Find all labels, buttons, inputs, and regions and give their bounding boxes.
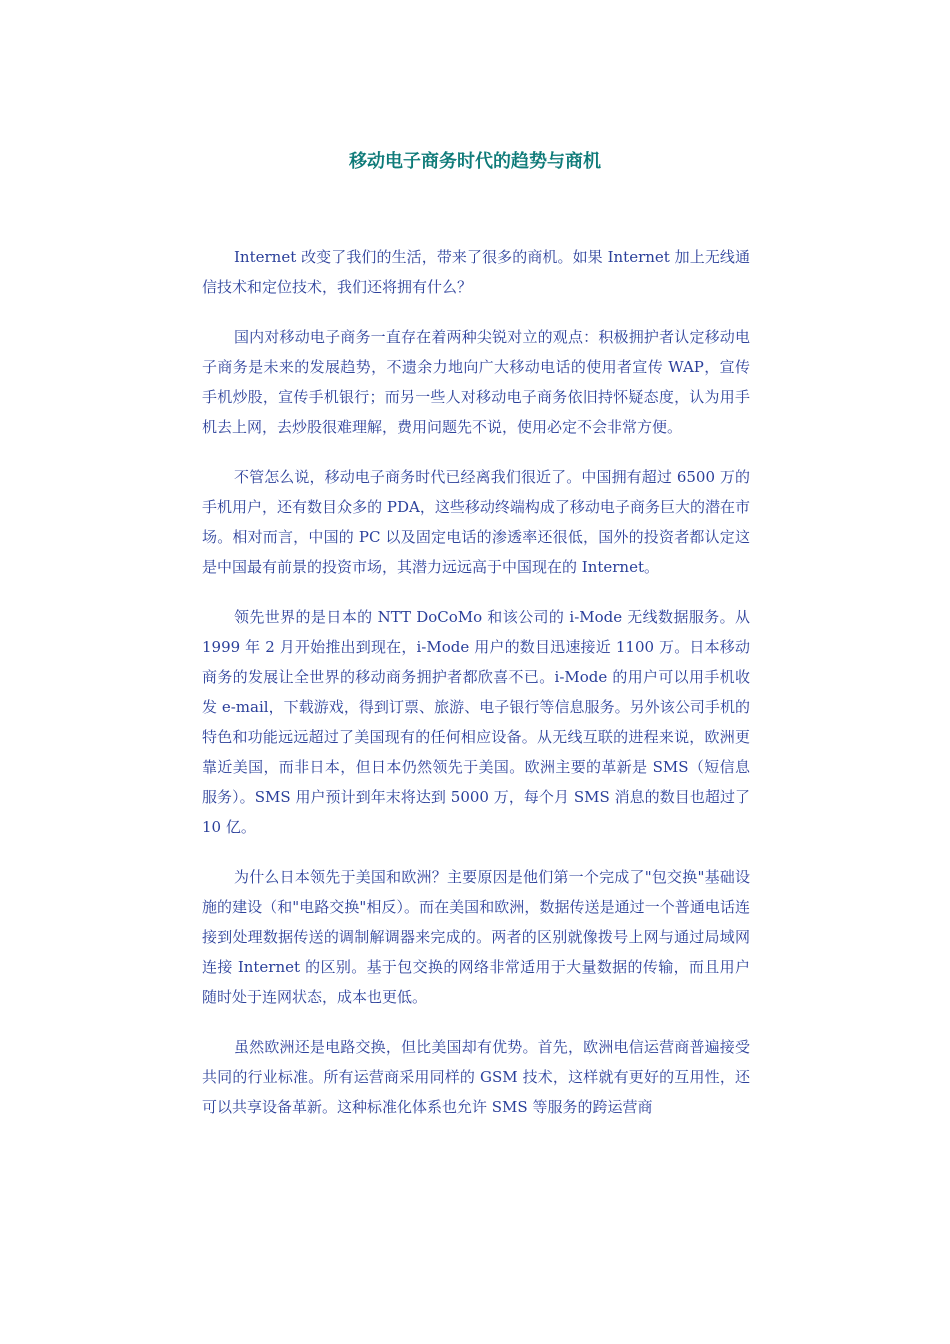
paragraph-4: 领先世界的是日本的 NTT DoCoMo 和该公司的 i-Mode 无线数据服务。从 1999 年 2 月开始推出到现在，i-Mode 用户的数目迅速接近 1100 万。日本移动商务的发展让全世界的移动商务拥护者都欣喜不已。i-Mode 的用户可以用手机收发 e-mail，下载游戏，得到订票、旅游、电子银行等信息服务。另外该公司手机的特色和功能远远超过了美国现有的任何相应设备。从无线互联的进程来说，欧洲更靠近美国，而非日本，但日本仍然领先于美国。欧洲主要的革新是 SMS（短信息服务）。SMS 用户预计到年末将达到 5000 万，每个月 SMS 消息的数目也超过了 10 亿。 <box>202 608 750 836</box>
paragraph-5: 为什么日本领先于美国和欧洲？主要原因是他们第一个完成了"包交换"基础设施的建设（和"电路交换"相反）。而在美国和欧洲，数据传送是通过一个普通电话连接到处理数据传送的调制解调器来完成的。两者的区别就像拨号上网与通过局域网连接 Internet 的区别。基于包交换的网络非常适用于大量数据的传输，而且用户随时处于连网状态，成本也更低。 <box>202 868 750 1006</box>
paragraph-2: 国内对移动电子商务一直存在着两种尖锐对立的观点：积极拥护者认定移动电子商务是未来的发展趋势，不遗余力地向广大移动电话的使用者宣传 WAP，宣传手机炒股，宣传手机银行；而另一些人对移动电子商务依旧持怀疑态度，认为用手机去上网，去炒股很难理解，费用问题先不说，使用必定不会非常方便。 <box>202 328 750 436</box>
document-title: 移动电子商务时代的趋势与商机 <box>349 151 601 172</box>
document-body <box>202 242 750 1142</box>
paragraph-3: 不管怎么说，移动电子商务时代已经离我们很近了。中国拥有超过 6500 万的手机用户，还有数目众多的 PDA，这些移动终端构成了移动电子商务巨大的潜在市场。相对而言，中国的 PC 以及固定电话的渗透率还很低，国外的投资者都认定这是中国最有前景的投资市场，其潜力远远高于中国现在的 Internet。 <box>202 468 750 576</box>
paragraph-6: 虽然欧洲还是电路交换，但比美国却有优势。首先，欧洲电信运营商普遍接受共同的行业标准。所有运营商采用同样的 GSM 技术，这样就有更好的互用性，还可以共享设备革新。这种标准化体系也允许 SMS 等服务的跨运营商 <box>202 1038 750 1116</box>
paragraph-1: Internet 改变了我们的生活，带来了很多的商机。如果 Internet 加上无线通信技术和定位技术，我们还将拥有什么？ <box>202 248 750 296</box>
